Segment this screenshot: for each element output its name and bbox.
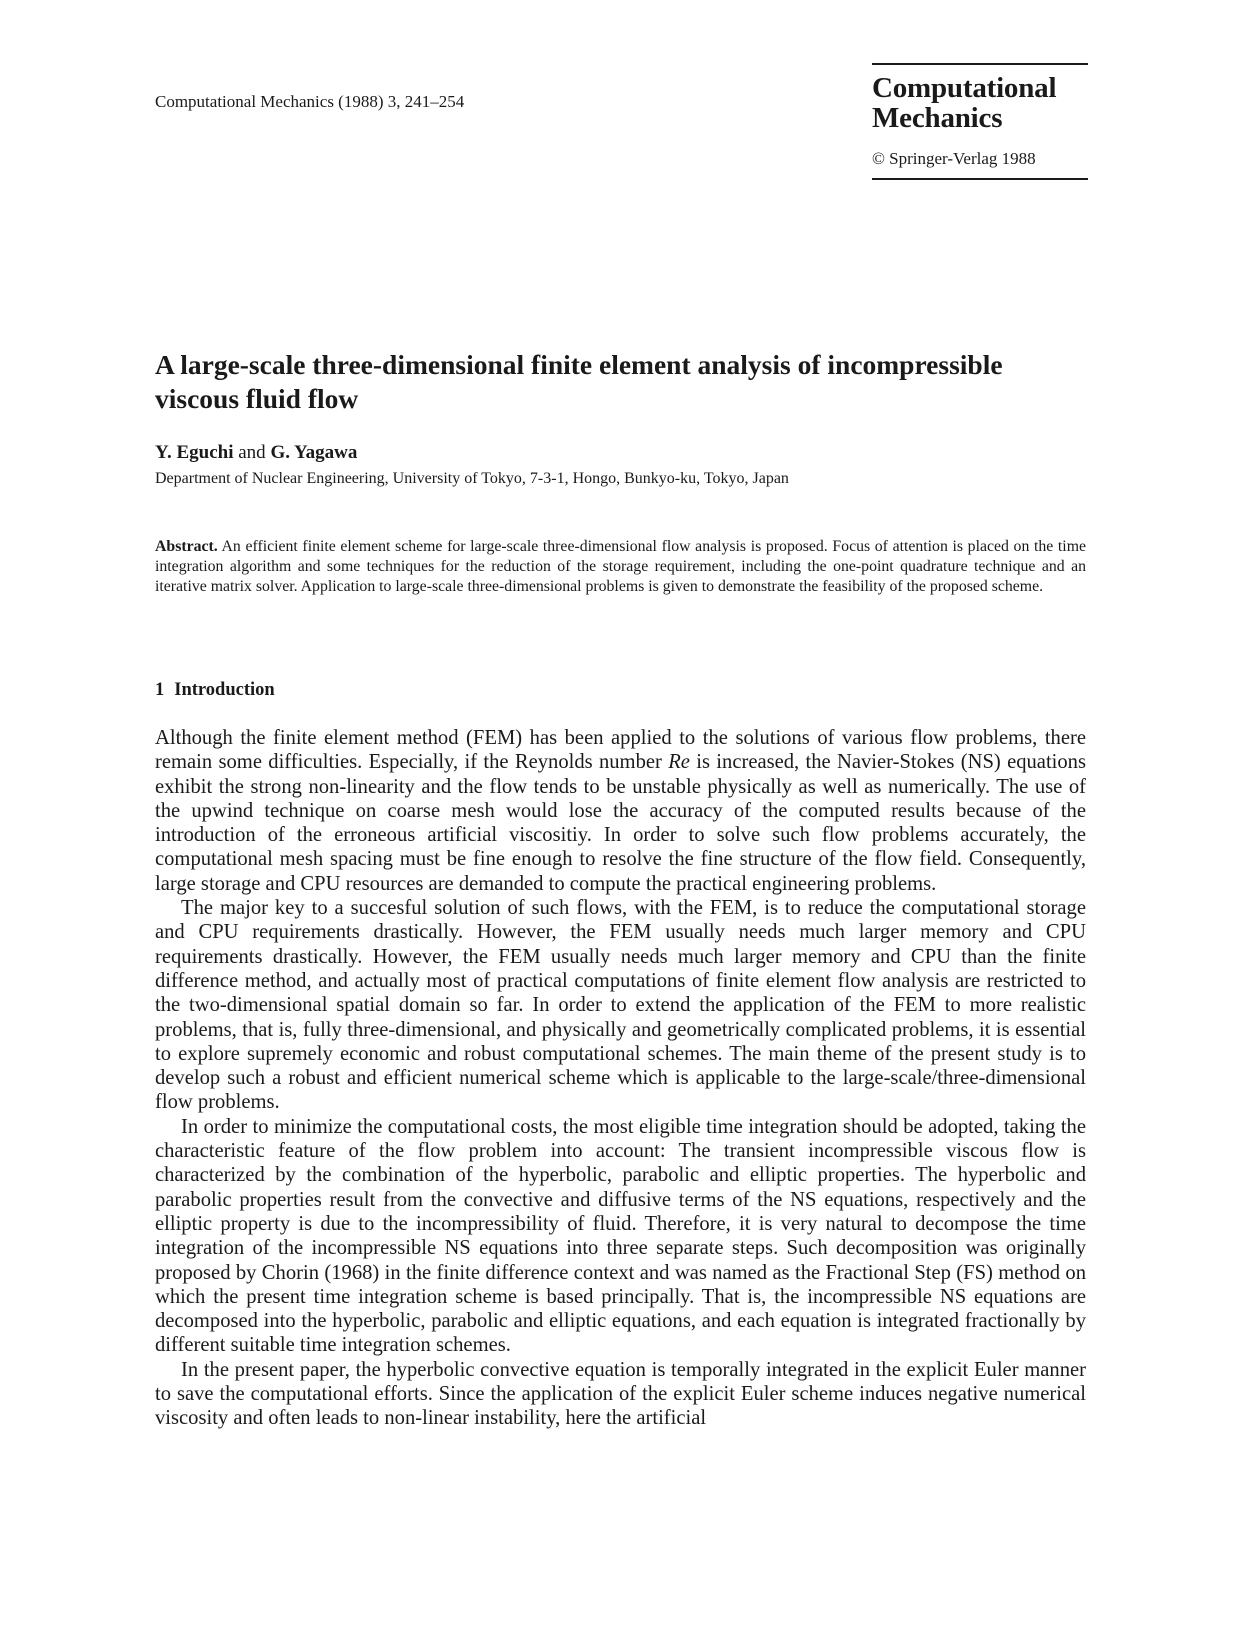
- abstract-text: An efficient finite element scheme for large-scale three-dimensional flow analysis is proposed. Focus of attention is placed on the time integration algorithm and some techniques for the reduction of the storage requirement, including the one-point quadrature technique and an iterative matrix solver. Application to large-scale three-dimensional problems is given to demonstrate the feasibility of the proposed scheme.: [155, 538, 1086, 595]
- paper-title: A large-scale three-dimensional finite element analysis of incompressible viscous fluid flow: [155, 349, 1003, 414]
- publisher-copyright: © Springer-Verlag 1988: [872, 149, 1036, 168]
- journal-name-line1: Computational: [872, 72, 1057, 104]
- paragraph-3: In order to minimize the computational costs, the most eligible time integration should be adopted, taking the characteristic feature of the flow problem into account: The transient incompressible viscous flow is characterized by the combination of the hyperbolic, parabolic and elliptic properties. The hyperbolic and parabolic properties result from the convective and diffusive terms of the NS equations, respectively and the elliptic property is due to the incompressibility of fluid. Therefore, it is very natural to decompose the time integration of the incompressible NS equations into three separate steps. Such decomposition was originally proposed by Chorin (1968) in the finite difference context and was named as the Fractional Step (FS) method on which the present time integration scheme is based principally. That is, the incompressible NS equations are decomposed into the hyperbolic, parabolic and elliptic equations, and each equation is integrated fractionally by different suitable time integration schemes.: [155, 1115, 1086, 1357]
- paragraph-1-text-b: is increased, the Navier-Stokes (NS) equations exhibit the strong non-linearity and the flow tends to be unstable physically as well as numerically. The use of the upwind technique on coarse mesh would lose the accuracy of the computed results because of the introduction of the erroneous artificial viscositiy. In order to solve such flow problems accurately, the computational mesh spacing must be fine enough to resolve the fine structure of the flow field. Consequently, large storage and CPU resources are demanded to compute the practical engineering problems.: [155, 751, 1086, 895]
- paragraph-1-text-a: Although the finite element method (FEM) has been applied to the solutions of various flow problems, there remain some difficulties. Especially, if the Reynolds number: [155, 727, 1086, 774]
- author-eguchi: Y. Eguchi: [155, 442, 234, 463]
- paragraph-1: [155, 726, 1086, 896]
- author-affiliation: Department of Nuclear Engineering, University of Tokyo, 7-3-1, Hongo, Bunkyo-ku, Tokyo, Japan: [155, 470, 789, 487]
- abstract-label: Abstract.: [155, 538, 218, 555]
- section-title: Introduction: [174, 680, 275, 700]
- masthead-bottom-rule: [872, 178, 1088, 180]
- section-number: 1: [155, 680, 165, 700]
- author-conjunction: and: [233, 442, 271, 463]
- journal-citation: Computational Mechanics (1988) 3, 241–254: [155, 92, 465, 111]
- paragraph-2: The major key to a succesful solution of such flows, with the FEM, is to reduce the computational storage and CPU requirements drastically. However, the FEM usually needs much larger memory and CPU requirements drastically. However, the FEM usually needs much larger memory and CPU than the finite difference method, and actually most of practical computations of finite element flow analysis are restricted to the two-dimensional spatial domain so far. In order to extend the application of the FEM to more realistic problems, that is, fully three-dimensional, and physically and geometrically complicated problems, it is essential to explore supremely economic and robust computational schemes. The main theme of the present study is to develop such a robust and efficient numerical scheme which is applicable to the large-scale/three-dimensional flow problems.: [155, 897, 1086, 1114]
- author-yagawa: G. Yagawa: [270, 442, 358, 463]
- paragraph-4: In the present paper, the hyperbolic convective equation is temporally integrated in the explicit Euler manner to save the computational efforts. Since the application of the explicit Euler scheme induces negative numerical viscosity and often leads to non-linear instability, here the artificial: [155, 1358, 1086, 1430]
- reynolds-number-symbol: Re: [668, 751, 690, 774]
- masthead-top-rule: [872, 63, 1088, 65]
- abstract: [155, 537, 1086, 597]
- journal-masthead: [872, 63, 1088, 180]
- journal-name-line2: Mechanics: [872, 102, 1003, 134]
- author-line: [155, 442, 357, 464]
- section-body: [155, 726, 1086, 1431]
- journal-name: [872, 73, 1088, 133]
- section-heading: [155, 680, 275, 701]
